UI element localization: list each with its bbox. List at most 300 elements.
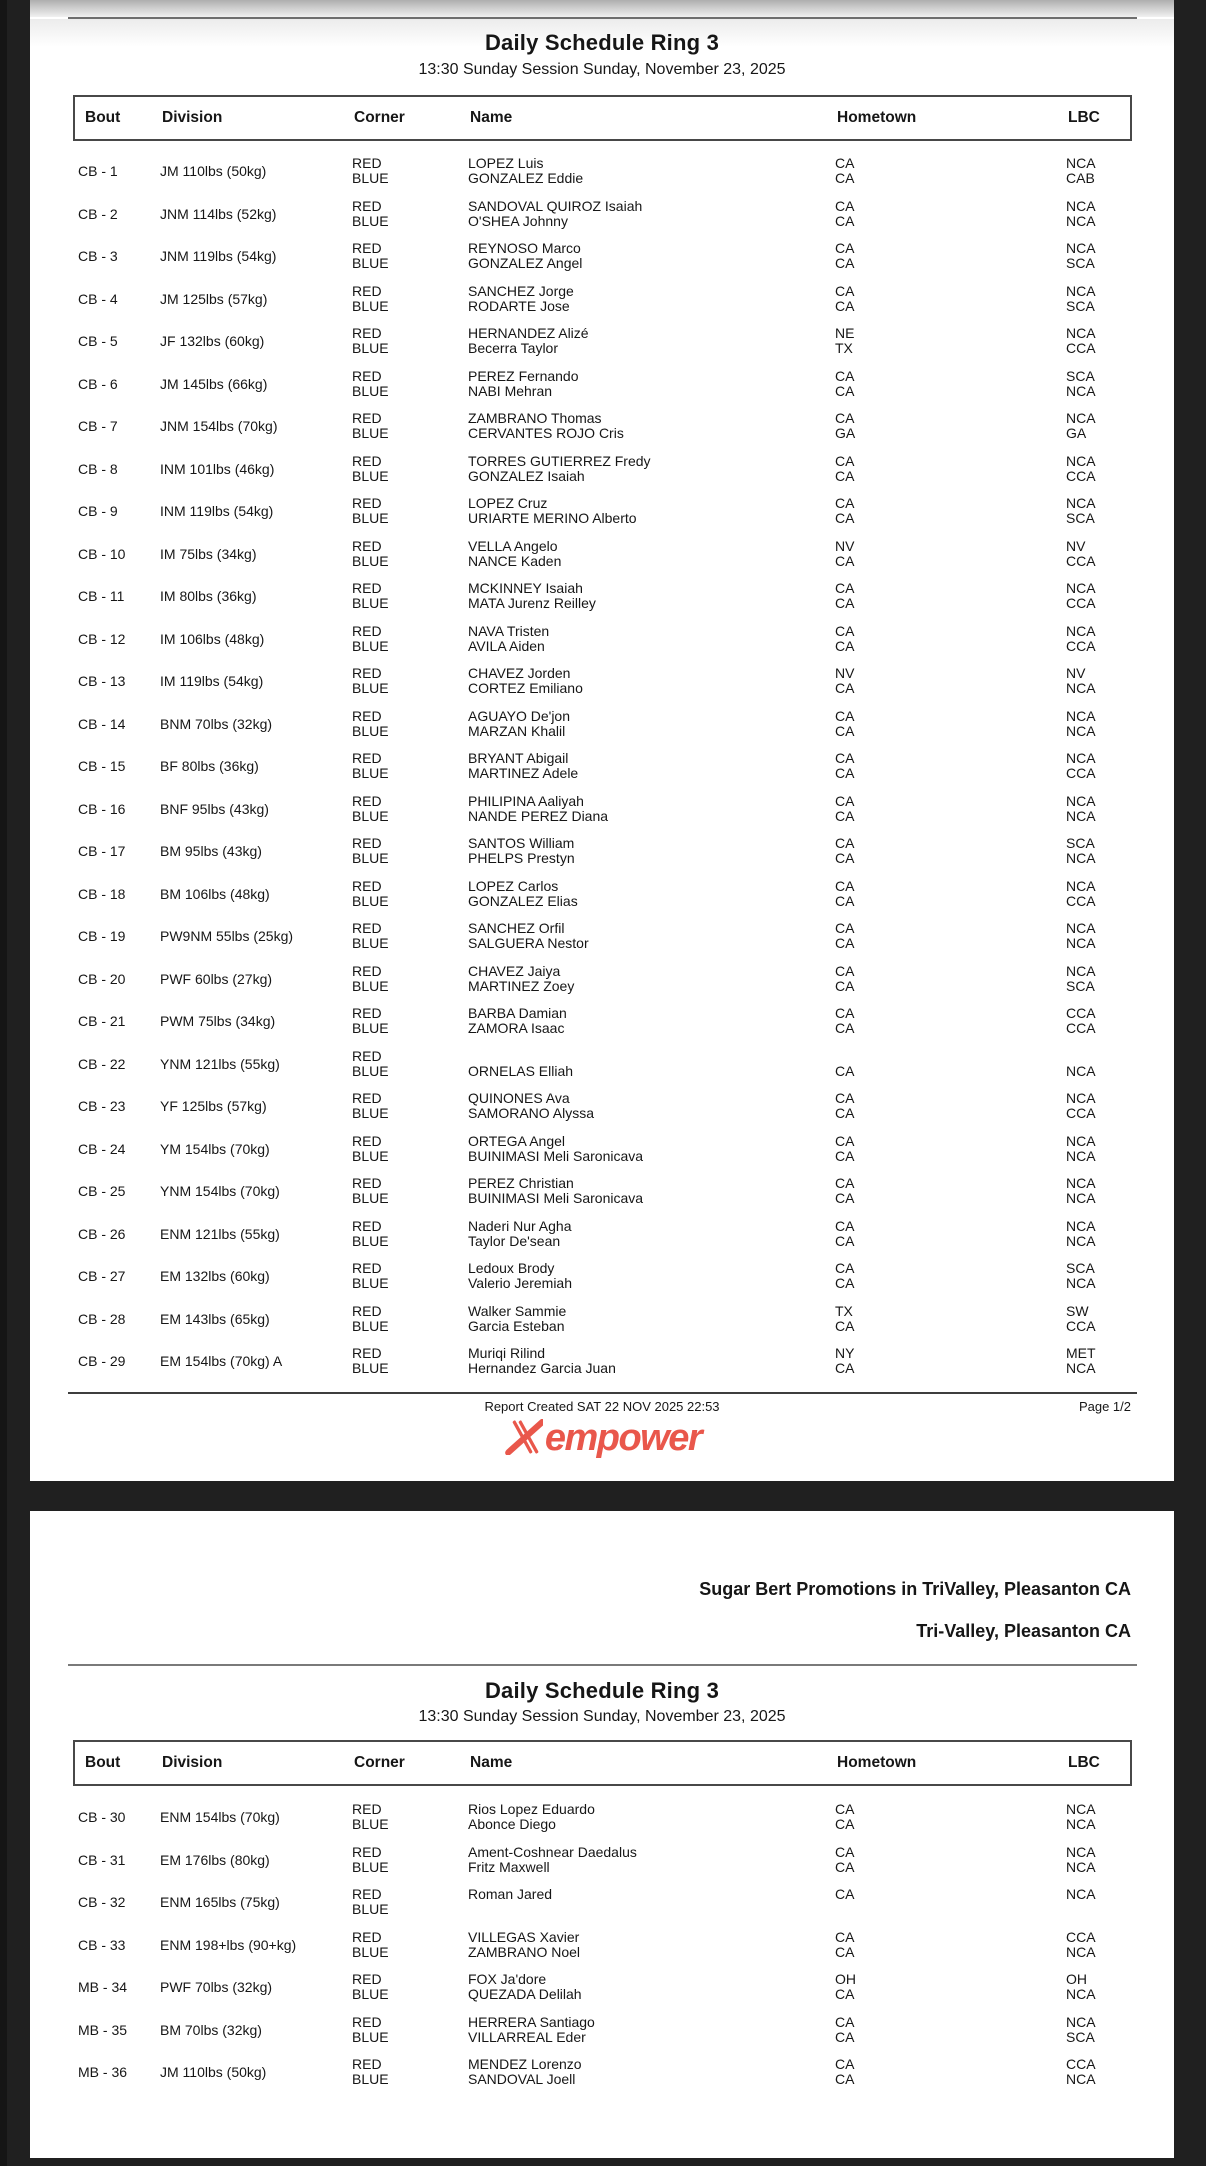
blue-boxer-name: CERVANTES ROJO Cris — [468, 425, 624, 442]
bout-row — [73, 745, 1132, 788]
bout-number: MB - 36 — [78, 2064, 128, 2081]
hometown-cell — [835, 836, 1066, 866]
blue-boxer-lbc: NCA — [1066, 1943, 1096, 1960]
hometown-cell — [835, 241, 1066, 271]
corner-cell — [352, 241, 468, 271]
red-boxer-lbc: NCA — [1066, 325, 1096, 342]
red-corner-label: RED — [352, 877, 382, 894]
red-boxer-name: PEREZ Fernando — [468, 367, 579, 384]
red-boxer-name: AGUAYO De'jon — [468, 707, 571, 724]
bout-division: ENM 198+lbs (90+kg) — [160, 1936, 297, 1953]
blue-boxer-name: ZAMORA Isaac — [468, 1020, 565, 1037]
corner-cell — [352, 199, 468, 229]
bout-division: IM 106lbs (48kg) — [160, 630, 265, 647]
blue-boxer-name: NANCE Kaden — [468, 552, 562, 569]
red-boxer-lbc: NCA — [1066, 1175, 1096, 1192]
bout-division: EM 176lbs (80kg) — [160, 1851, 270, 1868]
blue-boxer-hometown: CA — [835, 1062, 855, 1079]
blue-boxer-hometown: CA — [835, 595, 855, 612]
red-corner-label: RED — [352, 1345, 382, 1362]
corner-cell — [352, 1176, 468, 1206]
lbc-cell — [1066, 666, 1132, 696]
blue-boxer-hometown: CA — [835, 680, 855, 697]
bout-division: EM 154lbs (70kg) A — [160, 1353, 283, 1370]
blue-corner-label: BLUE — [352, 977, 389, 994]
corner-cell — [352, 1006, 468, 1036]
corner-cell — [352, 836, 468, 866]
column-header-division: Division — [162, 109, 223, 126]
red-boxer-name: HERNANDEZ Alizé — [468, 325, 589, 342]
corner-cell — [352, 2015, 468, 2045]
name-cell — [468, 1176, 835, 1206]
blue-boxer-lbc: NCA — [1066, 935, 1096, 952]
blue-boxer-hometown: CA — [835, 850, 855, 867]
red-boxer-name: Naderi Nur Agha — [468, 1217, 572, 1234]
red-corner-label: RED — [352, 622, 382, 639]
bout-row — [73, 363, 1132, 406]
blue-boxer-lbc: NCA — [1066, 382, 1096, 399]
red-corner-label: RED — [352, 580, 382, 597]
red-boxer-hometown: CA — [835, 1928, 855, 1945]
blue-boxer-name: BUINIMASI Meli Saronicava — [468, 1190, 644, 1207]
corner-cell — [352, 411, 468, 441]
name-cell — [468, 624, 835, 654]
xempower-x-icon — [503, 1419, 543, 1455]
red-corner-label: RED — [352, 792, 382, 809]
column-header-bout: Bout — [85, 1754, 121, 1771]
corner-cell — [352, 1134, 468, 1164]
red-boxer-lbc: CCA — [1066, 1005, 1096, 1022]
blue-boxer-lbc: CCA — [1066, 1105, 1096, 1122]
blue-corner-label: BLUE — [352, 297, 389, 314]
blue-boxer-name: QUEZADA Delilah — [468, 1986, 582, 2003]
bout-division: JNM 154lbs (70kg) — [160, 418, 278, 435]
name-cell — [468, 751, 835, 781]
page-title: Daily Schedule Ring 3 — [484, 1678, 720, 1703]
bout-row — [73, 1966, 1132, 2009]
blue-corner-label: BLUE — [352, 680, 389, 697]
lbc-cell — [1066, 2015, 1132, 2045]
red-corner-label: RED — [352, 920, 382, 937]
hometown-cell — [835, 1176, 1066, 1206]
lbc-cell — [1066, 1304, 1132, 1334]
blue-boxer-lbc: NCA — [1066, 1986, 1096, 2003]
red-boxer-hometown: CA — [835, 750, 855, 767]
blue-boxer-hometown: CA — [835, 722, 855, 739]
blue-boxer-lbc: SCA — [1066, 510, 1095, 527]
red-corner-label: RED — [352, 750, 382, 767]
red-boxer-name: Rios Lopez Eduardo — [468, 1801, 595, 1818]
red-boxer-lbc: NCA — [1066, 580, 1096, 597]
red-corner-label: RED — [352, 1260, 382, 1277]
red-corner-label: RED — [352, 1886, 382, 1903]
bout-division: INM 101lbs (46kg) — [160, 460, 275, 477]
blue-corner-label: BLUE — [352, 340, 389, 357]
red-boxer-hometown: CA — [835, 707, 855, 724]
red-boxer-hometown: CA — [835, 1843, 855, 1860]
red-boxer-name: SANCHEZ Orfil — [468, 920, 565, 937]
bout-number: CB - 27 — [78, 1268, 126, 1285]
name-cell — [468, 496, 835, 526]
bout-row — [73, 193, 1132, 236]
red-boxer-hometown: CA — [835, 1260, 855, 1277]
xempower-logo-text: empower — [544, 1417, 702, 1459]
bout-division: BM 70lbs (32kg) — [160, 2021, 262, 2038]
blue-boxer-lbc: NCA — [1066, 680, 1096, 697]
hometown-cell — [835, 964, 1066, 994]
red-boxer-hometown: CA — [835, 580, 855, 597]
bout-number: CB - 13 — [78, 673, 126, 690]
bout-row — [73, 320, 1132, 363]
blue-boxer-lbc — [1066, 1902, 1132, 1917]
blue-corner-label: BLUE — [352, 1232, 389, 1249]
lbc-cell — [1066, 284, 1132, 314]
lbc-cell — [1066, 1006, 1132, 1036]
red-boxer-lbc: NCA — [1066, 282, 1096, 299]
red-corner-label: RED — [352, 707, 382, 724]
name-cell — [468, 2057, 835, 2087]
hometown-cell — [835, 794, 1066, 824]
hometown-cell — [835, 1134, 1066, 1164]
lbc-cell — [1066, 2057, 1132, 2087]
corner-cell — [352, 1261, 468, 1291]
hometown-cell — [835, 666, 1066, 696]
red-boxer-hometown: CA — [835, 1132, 855, 1149]
blue-corner-label: BLUE — [352, 1275, 389, 1292]
blue-boxer-hometown: CA — [835, 1275, 855, 1292]
blue-boxer-name: URIARTE MERINO Alberto — [468, 510, 637, 527]
bout-division: IM 80lbs (36kg) — [160, 588, 257, 605]
corner-cell — [352, 581, 468, 611]
name-cell — [468, 454, 835, 484]
table-header — [73, 95, 1132, 141]
red-boxer-name: VILLEGAS Xavier — [468, 1928, 580, 1945]
corner-cell — [352, 1049, 468, 1079]
name-cell — [468, 326, 835, 356]
red-boxer-name: NAVA Tristen — [468, 622, 550, 639]
name-cell — [468, 2015, 835, 2045]
corner-cell — [352, 2057, 468, 2087]
bout-number: CB - 3 — [78, 248, 118, 265]
red-boxer-name: MENDEZ Lorenzo — [468, 2056, 582, 2073]
red-boxer-name: LOPEZ Carlos — [468, 877, 559, 894]
blue-boxer-lbc: NCA — [1066, 1858, 1096, 1875]
red-boxer-lbc: NCA — [1066, 1217, 1096, 1234]
red-corner-label: RED — [352, 282, 382, 299]
blue-boxer-hometown: CA — [835, 1190, 855, 1207]
bout-row — [73, 1796, 1132, 1839]
lbc-cell — [1066, 836, 1132, 866]
red-corner-label: RED — [352, 1302, 382, 1319]
bout-number: MB - 35 — [78, 2021, 128, 2038]
bout-row — [73, 1340, 1132, 1383]
bout-division: JM 145lbs (66kg) — [160, 375, 268, 392]
corner-cell — [352, 1887, 468, 1917]
blue-boxer-name: GONZALEZ Eddie — [468, 170, 584, 187]
blue-boxer-lbc: CCA — [1066, 765, 1096, 782]
red-boxer-name: Walker Sammie — [468, 1302, 567, 1319]
hometown-cell — [835, 326, 1066, 356]
hometown-cell — [835, 1261, 1066, 1291]
bout-rows-page1 — [73, 150, 1132, 1383]
red-boxer-hometown: CA — [835, 367, 855, 384]
blue-boxer-name: CORTEZ Emiliano — [468, 680, 583, 697]
red-corner-label: RED — [352, 495, 382, 512]
blue-boxer-lbc: CCA — [1066, 552, 1096, 569]
lbc-cell — [1066, 199, 1132, 229]
blue-boxer-name: AVILA Aiden — [468, 637, 545, 654]
bout-number: CB - 1 — [78, 163, 118, 180]
red-corner-label: RED — [352, 2056, 382, 2073]
blue-boxer-name: Taylor De'sean — [468, 1232, 561, 1249]
blue-boxer-hometown: CA — [835, 1147, 855, 1164]
hometown-cell — [835, 369, 1066, 399]
corner-cell — [352, 326, 468, 356]
xempower-logo — [30, 1417, 1174, 1459]
blue-boxer-hometown: CA — [835, 1105, 855, 1122]
bout-division: JM 110lbs (50kg) — [160, 163, 267, 180]
bout-row — [73, 915, 1132, 958]
red-boxer-name: HERRERA Santiago — [468, 2013, 595, 2030]
lbc-cell — [1066, 539, 1132, 569]
corner-cell — [352, 624, 468, 654]
red-boxer-lbc: SW — [1066, 1302, 1089, 1319]
blue-boxer-name: VILLARREAL Eder — [468, 2028, 586, 2045]
bout-number: CB - 23 — [78, 1098, 126, 1115]
column-header-lbc: LBC — [1068, 109, 1100, 126]
name-cell — [468, 284, 835, 314]
column-header-division: Division — [162, 1754, 223, 1771]
lbc-cell — [1066, 879, 1132, 909]
red-boxer-lbc: NCA — [1066, 1132, 1096, 1149]
lbc-cell — [1066, 794, 1132, 824]
bout-number: CB - 4 — [78, 290, 118, 307]
blue-boxer-name: SAMORANO Alyssa — [468, 1105, 595, 1122]
column-header-hometown: Hometown — [837, 109, 917, 126]
bout-division: YF 125lbs (57kg) — [160, 1098, 267, 1115]
blue-boxer-name: BUINIMASI Meli Saronicava — [468, 1147, 644, 1164]
red-boxer-name: MCKINNEY Isaiah — [468, 580, 583, 597]
red-boxer-name: QUINONES Ava — [468, 1090, 570, 1107]
blue-boxer-hometown: CA — [835, 1816, 855, 1833]
name-cell — [468, 539, 835, 569]
blue-corner-label: BLUE — [352, 1816, 389, 1833]
bout-division: EM 132lbs (60kg) — [160, 1268, 270, 1285]
blue-corner-label: BLUE — [352, 1360, 389, 1377]
bout-row — [73, 405, 1132, 448]
red-boxer-lbc: NCA — [1066, 240, 1096, 257]
red-boxer-lbc: NCA — [1066, 410, 1096, 427]
red-boxer-lbc: NCA — [1066, 452, 1096, 469]
blue-boxer-lbc: NCA — [1066, 1232, 1096, 1249]
hometown-cell — [835, 539, 1066, 569]
red-corner-label: RED — [352, 1217, 382, 1234]
bout-row — [73, 2051, 1132, 2094]
hometown-cell — [835, 1006, 1066, 1036]
lbc-cell — [1066, 1887, 1132, 1917]
red-boxer-name: VELLA Angelo — [468, 537, 558, 554]
name-cell — [468, 964, 835, 994]
bout-row — [73, 788, 1132, 831]
session-subtitle: 13:30 Sunday Session Sunday, November 23, 2025 — [418, 61, 786, 78]
column-header-name: Name — [470, 1754, 513, 1771]
hometown-cell — [835, 921, 1066, 951]
lbc-cell — [1066, 964, 1132, 994]
red-boxer-name: SANTOS William — [468, 835, 575, 852]
red-boxer-name — [468, 1049, 835, 1064]
bout-division: JM 125lbs (57kg) — [160, 290, 268, 307]
red-corner-label: RED — [352, 197, 382, 214]
bout-row — [73, 618, 1132, 661]
bout-number: CB - 9 — [78, 503, 118, 520]
blue-boxer-lbc: NCA — [1066, 1816, 1096, 1833]
red-boxer-hometown: NV — [835, 537, 855, 554]
red-boxer-name: SANDOVAL QUIROZ Isaiah — [468, 197, 643, 214]
red-boxer-hometown: CA — [835, 1090, 855, 1107]
hometown-cell — [835, 581, 1066, 611]
red-boxer-name: BRYANT Abigail — [468, 750, 569, 767]
lbc-cell — [1066, 751, 1132, 781]
name-cell — [468, 411, 835, 441]
blue-boxer-name: MARZAN Khalil — [468, 722, 566, 739]
bout-row — [73, 490, 1132, 533]
blue-boxer-hometown: CA — [835, 2028, 855, 2045]
blue-boxer-hometown: CA — [835, 1858, 855, 1875]
blue-boxer-name: Abonce Diego — [468, 1816, 556, 1833]
red-boxer-hometown: CA — [835, 877, 855, 894]
bout-row — [73, 958, 1132, 1001]
column-header-hometown: Hometown — [837, 1754, 917, 1771]
name-cell — [468, 1261, 835, 1291]
hometown-cell — [835, 156, 1066, 186]
bout-number: CB - 19 — [78, 928, 126, 945]
name-cell — [468, 156, 835, 186]
bout-number: CB - 6 — [78, 375, 118, 392]
blue-boxer-name: GONZALEZ Angel — [468, 255, 583, 272]
blue-boxer-name: GONZALEZ Elias — [468, 892, 578, 909]
lbc-cell — [1066, 156, 1132, 186]
bout-division: INM 119lbs (54kg) — [160, 503, 274, 520]
red-boxer-lbc: NCA — [1066, 155, 1096, 172]
name-cell — [468, 581, 835, 611]
blue-corner-label: BLUE — [352, 1190, 389, 1207]
footer-divider-line — [68, 1392, 1137, 1394]
session-subtitle: 13:30 Sunday Session Sunday, November 23, 2025 — [418, 1708, 786, 1725]
blue-boxer-hometown: GA — [835, 425, 856, 442]
red-corner-label: RED — [352, 1801, 382, 1818]
blue-corner-label: BLUE — [352, 382, 389, 399]
corner-cell — [352, 496, 468, 526]
blue-boxer-hometown: CA — [835, 892, 855, 909]
red-boxer-hometown: CA — [835, 240, 855, 257]
name-cell — [468, 1134, 835, 1164]
red-boxer-hometown: CA — [835, 155, 855, 172]
hometown-cell — [835, 1049, 1066, 1079]
red-boxer-lbc: MET — [1066, 1345, 1096, 1362]
blue-boxer-name: GONZALEZ Isaiah — [468, 467, 585, 484]
blue-corner-label: BLUE — [352, 510, 389, 527]
red-boxer-lbc: NCA — [1066, 1843, 1096, 1860]
red-boxer-hometown: CA — [835, 2013, 855, 2030]
red-boxer-lbc: NCA — [1066, 2013, 1096, 2030]
red-boxer-lbc: NCA — [1066, 792, 1096, 809]
red-boxer-lbc: NCA — [1066, 707, 1096, 724]
red-boxer-name: CHAVEZ Jaiya — [468, 962, 561, 979]
blue-corner-label: BLUE — [352, 1020, 389, 1037]
blue-boxer-hometown: CA — [835, 935, 855, 952]
column-header-name: Name — [470, 109, 513, 126]
blue-boxer-hometown — [835, 1902, 1066, 1917]
hometown-cell — [835, 284, 1066, 314]
bout-row — [73, 830, 1132, 873]
red-boxer-lbc: NCA — [1066, 750, 1096, 767]
red-corner-label: RED — [352, 1843, 382, 1860]
blue-corner-label: BLUE — [352, 467, 389, 484]
red-boxer-name: CHAVEZ Jorden — [468, 665, 571, 682]
bout-number: CB - 22 — [78, 1055, 126, 1072]
red-boxer-hometown: NE — [835, 325, 855, 342]
red-corner-label: RED — [352, 1005, 382, 1022]
name-cell — [468, 1049, 835, 1079]
pdf-page-2 — [30, 1511, 1174, 2158]
red-boxer-name: LOPEZ Cruz — [468, 495, 548, 512]
bout-division: BF 80lbs (36kg) — [160, 758, 259, 775]
red-boxer-hometown: CA — [835, 1005, 855, 1022]
red-boxer-hometown — [835, 1049, 1066, 1064]
corner-cell — [352, 539, 468, 569]
red-corner-label: RED — [352, 367, 382, 384]
name-cell — [468, 241, 835, 271]
red-boxer-lbc: NV — [1066, 665, 1086, 682]
bout-number: CB - 7 — [78, 418, 118, 435]
hometown-cell — [835, 1091, 1066, 1121]
bout-division: BM 106lbs (48kg) — [160, 885, 270, 902]
corner-cell — [352, 1930, 468, 1960]
blue-boxer-lbc: SCA — [1066, 977, 1095, 994]
bout-division: JF 132lbs (60kg) — [160, 333, 265, 350]
red-boxer-hometown: CA — [835, 835, 855, 852]
blue-boxer-lbc: NCA — [1066, 850, 1096, 867]
name-cell — [468, 1304, 835, 1334]
red-boxer-hometown: NY — [835, 1345, 855, 1362]
blue-boxer-lbc: NCA — [1066, 1147, 1096, 1164]
hometown-cell — [835, 709, 1066, 739]
blue-boxer-name: NANDE PEREZ Diana — [468, 807, 609, 824]
red-boxer-name: LOPEZ Luis — [468, 155, 544, 172]
blue-boxer-lbc: CCA — [1066, 1020, 1096, 1037]
blue-corner-label: BLUE — [352, 1062, 389, 1079]
blue-boxer-lbc: NCA — [1066, 1190, 1096, 1207]
corner-cell — [352, 879, 468, 909]
red-boxer-hometown: TX — [835, 1302, 853, 1319]
blue-boxer-name: O'SHEA Johnny — [468, 212, 568, 229]
corner-cell — [352, 156, 468, 186]
bout-division: BNF 95lbs (43kg) — [160, 800, 269, 817]
name-cell — [468, 1346, 835, 1376]
red-boxer-lbc: CCA — [1066, 1928, 1096, 1945]
bout-division: ENM 154lbs (70kg) — [160, 1809, 280, 1826]
red-corner-label: RED — [352, 410, 382, 427]
viewer-left-edge — [0, 0, 7, 2166]
bout-division: JM 110lbs (50kg) — [160, 2064, 267, 2081]
red-boxer-lbc: NCA — [1066, 1090, 1096, 1107]
red-boxer-name: Roman Jared — [468, 1886, 553, 1903]
blue-boxer-name: MARTINEZ Zoey — [468, 977, 575, 994]
blue-boxer-hometown: CA — [835, 467, 855, 484]
lbc-cell — [1066, 1845, 1132, 1875]
bout-number: CB - 20 — [78, 970, 126, 987]
blue-boxer-hometown: CA — [835, 1360, 855, 1377]
